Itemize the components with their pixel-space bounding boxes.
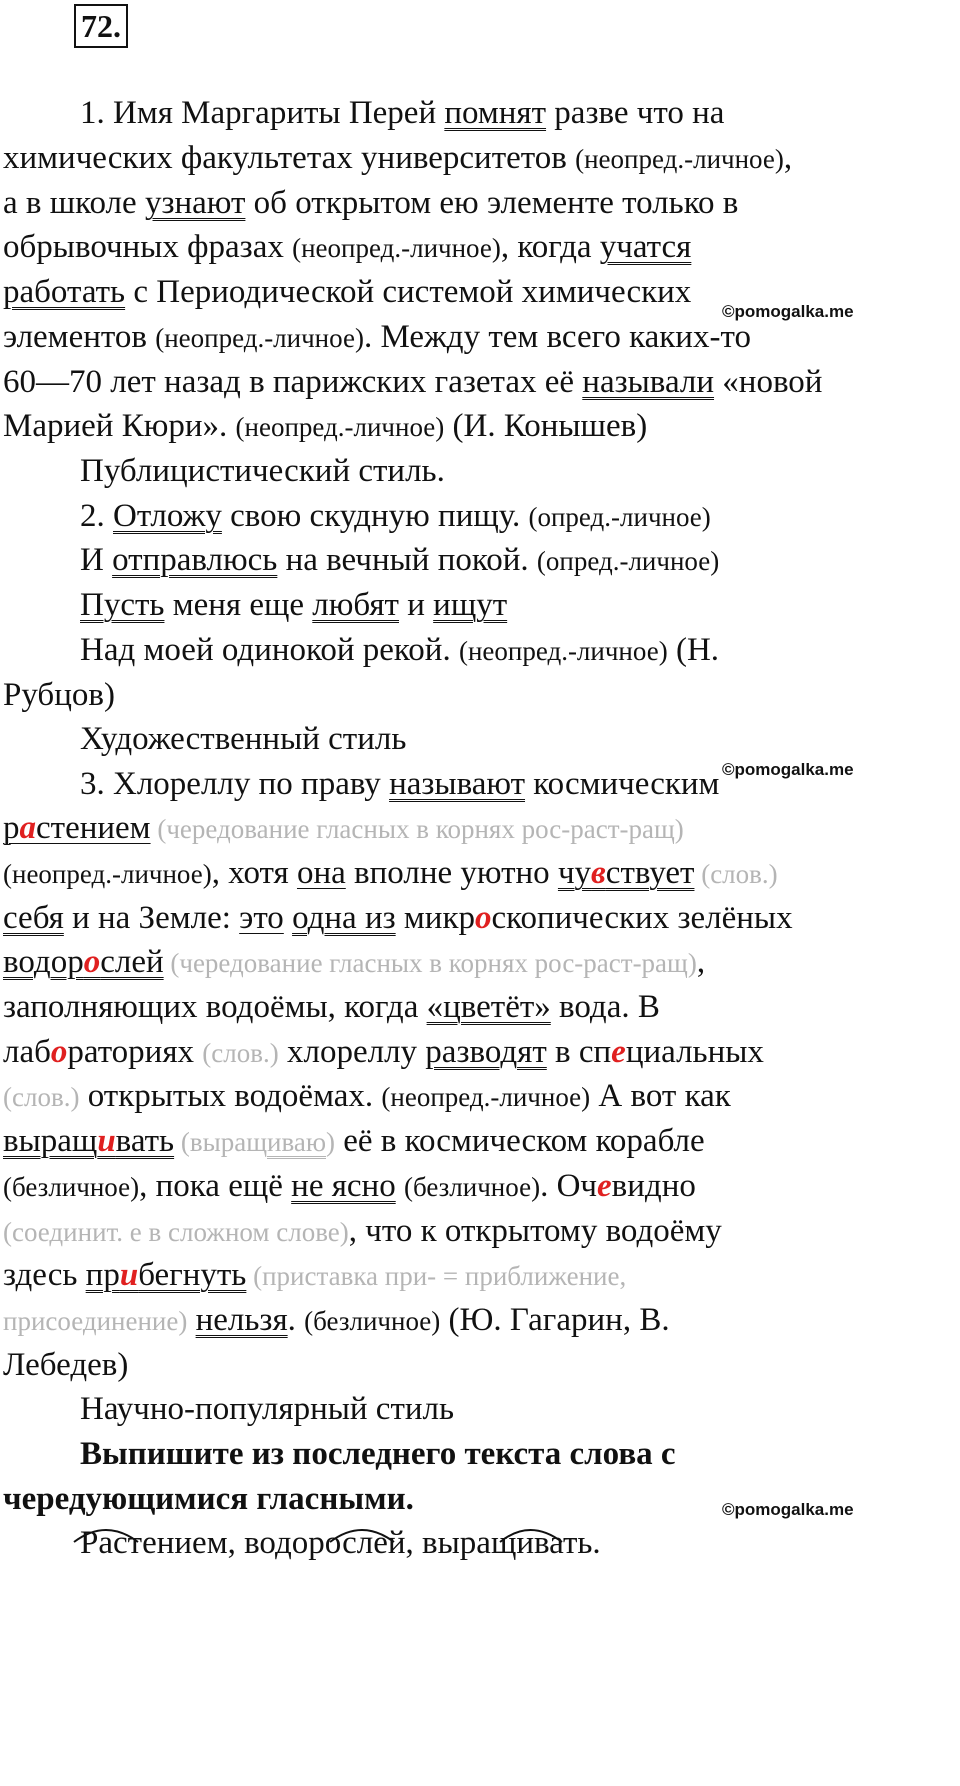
p3-line: здесь прибегнуть (приставка при- = приближение, [3, 1257, 627, 1293]
p3-line: лабораториях (слов.) хлореллу разводят в специальных [3, 1034, 764, 1070]
gray-note: (слов.) [3, 1082, 80, 1112]
sentence-type-note: (неопред.-личное) [292, 233, 501, 263]
root-mark: рос [308, 1525, 357, 1561]
highlighted-vowel: и [119, 1257, 139, 1293]
sentence-type-note: (неопред.-личное) [381, 1082, 591, 1112]
sentence-type-note: (неопред.-личное) [235, 412, 445, 442]
root-mark: щ [490, 1525, 517, 1561]
predicate: отправлюсь [112, 542, 278, 578]
p3-line: (неопред.-личное), хотя она вполне уютно чувствует (слов.) [3, 855, 778, 891]
p1-line: элементов (неопред.-личное). Между тем всего каких-то [3, 319, 751, 355]
sentence-type-note: (неопред.-личное) [155, 323, 364, 353]
highlighted-vowel: а [19, 810, 36, 846]
predicate: «цветёт» [426, 989, 551, 1025]
p1-line: Марией Кюри». (неопред.-личное) (И. Конышев) [3, 408, 648, 444]
p3-line: выращивать (выращиваю) её в космическом корабле [3, 1123, 705, 1159]
highlighted-vowel: о [474, 900, 492, 936]
root-arc [74, 1530, 138, 1542]
predicate: Отложу [113, 498, 222, 534]
p2-line: Рубцов) [3, 677, 115, 713]
p1-line: работать с Периодической системой химических [3, 274, 692, 310]
sentence-type-note: (опред.-личное) [536, 546, 720, 576]
root-mark: ст [113, 1525, 143, 1561]
task-text: Выпишите из последнего текста слова с [80, 1436, 676, 1472]
p3-line: растением (чередование гласных в корнях рос-раст-ращ) [3, 810, 684, 846]
highlighted-vowel: о [50, 1034, 68, 1070]
p1-line: 60—70 лет назад в парижских газетах её называли «новой [3, 364, 823, 400]
subject: это [239, 900, 284, 936]
sentence-type-note: (опред.-личное) [528, 502, 711, 532]
predicate: ищут [433, 587, 508, 623]
predicate: работать [3, 274, 126, 310]
exercise-number: 72. [74, 4, 128, 48]
gray-note: присоединение) [3, 1306, 188, 1336]
predicate: помнят [444, 95, 547, 131]
predicate: одна из [292, 900, 396, 936]
style-label: Научно-популярный стиль [80, 1391, 455, 1427]
task-text: чередующимися гласными. [3, 1481, 414, 1517]
p3-line: себя и на Земле: это одна из микроскопических зелёных [3, 900, 793, 936]
predicate: Пусть [80, 587, 165, 623]
highlighted-vowel: е [611, 1034, 626, 1070]
highlighted-vowel: о [83, 944, 101, 980]
sentence-type-note: (безличное) [403, 1172, 541, 1202]
p3-line: Лебедев) [3, 1347, 129, 1383]
sentence-type-note: (безличное) [3, 1172, 140, 1202]
p2-line: Пусть меня еще любят и ищут [80, 587, 508, 623]
predicate: называли [582, 364, 715, 400]
gray-note: (соединит. е в сложном слове) [3, 1217, 349, 1247]
p1-line: 1. Имя Маргариты Перей помнят разве что на [80, 95, 725, 131]
predicate: называют [389, 766, 526, 802]
watermark: ©pomogalka.me [722, 1500, 854, 1519]
predicate: учатся [599, 229, 692, 265]
p1-line: химических факультетах университетов (неопред.-личное), [3, 140, 793, 176]
style-label: Публицистический стиль. [80, 453, 445, 489]
root-arc [500, 1530, 562, 1542]
predicate: себя [3, 900, 64, 936]
p2-line: Над моей одинокой рекой. (неопред.-личное) (Н. [80, 632, 720, 668]
p1-line: обрывочных фразах (неопред.-личное), когда учатся [3, 229, 692, 265]
highlighted-vowel: в [591, 855, 606, 891]
p2-line: 2. Отложу свою скудную пищу. (опред.-личное) [80, 498, 711, 534]
p3-line: 3. Хлореллу по праву называют космическим [80, 766, 720, 802]
root-arc [330, 1530, 394, 1542]
p3-line: присоединение) нельзя. (безличное) (Ю. Гагарин, В. [3, 1302, 670, 1338]
predicate: нельзя [195, 1302, 288, 1338]
gray-note: (слов.) [202, 1038, 279, 1068]
gray-note: (выращиваю) [174, 1127, 335, 1157]
p3-line: заполняющих водоёмы, когда «цветёт» вода. В [3, 989, 660, 1025]
gray-note: (слов.) [694, 859, 778, 889]
sentence-type-note: (неопред.-личное) [3, 859, 212, 889]
sentence-type-note: (неопред.-личное) [458, 636, 668, 666]
p3-line: водорослей (чередование гласных в корнях рос-раст-ращ), [3, 944, 706, 980]
sentence-type-note: (неопред.-личное) [575, 144, 784, 174]
highlighted-vowel: е [597, 1168, 612, 1204]
watermark: ©pomogalka.me [722, 760, 854, 779]
p3-line: (безличное), пока ещё не ясно (безличное). Очевидно [3, 1168, 696, 1204]
gray-note: (чередование гласных в корнях рос-раст-ращ) [163, 948, 697, 978]
predicate: не ясно [291, 1168, 396, 1204]
p2-line: И отправлюсь на вечный покой. (опред.-личное) [80, 542, 720, 578]
gray-note: (чередование гласных в корнях рос-раст-ращ) [150, 814, 684, 844]
gray-note: (приставка при- = приближение, [246, 1261, 627, 1291]
watermark: ©pomogalka.me [722, 302, 854, 321]
predicate: узнают [144, 185, 246, 221]
highlighted-vowel: и [97, 1123, 116, 1159]
subject: она [296, 855, 346, 891]
root-arcs [72, 1520, 612, 1550]
sentence-type-note: (безличное) [304, 1306, 441, 1336]
p3-line: (слов.) открытых водоёмах. (неопред.-личное) А вот как [3, 1078, 731, 1114]
predicate: любят [312, 587, 399, 623]
p3-line: (соединит. е в сложном слове), что к открытому водоёму [3, 1213, 722, 1249]
answer-line: Растением, водорослей, выращивать. [80, 1525, 601, 1561]
p1-line: а в школе узнают об открытом ею элементе только в [3, 185, 739, 221]
style-label: Художественный стиль [80, 721, 407, 757]
predicate: разводят [425, 1034, 547, 1070]
